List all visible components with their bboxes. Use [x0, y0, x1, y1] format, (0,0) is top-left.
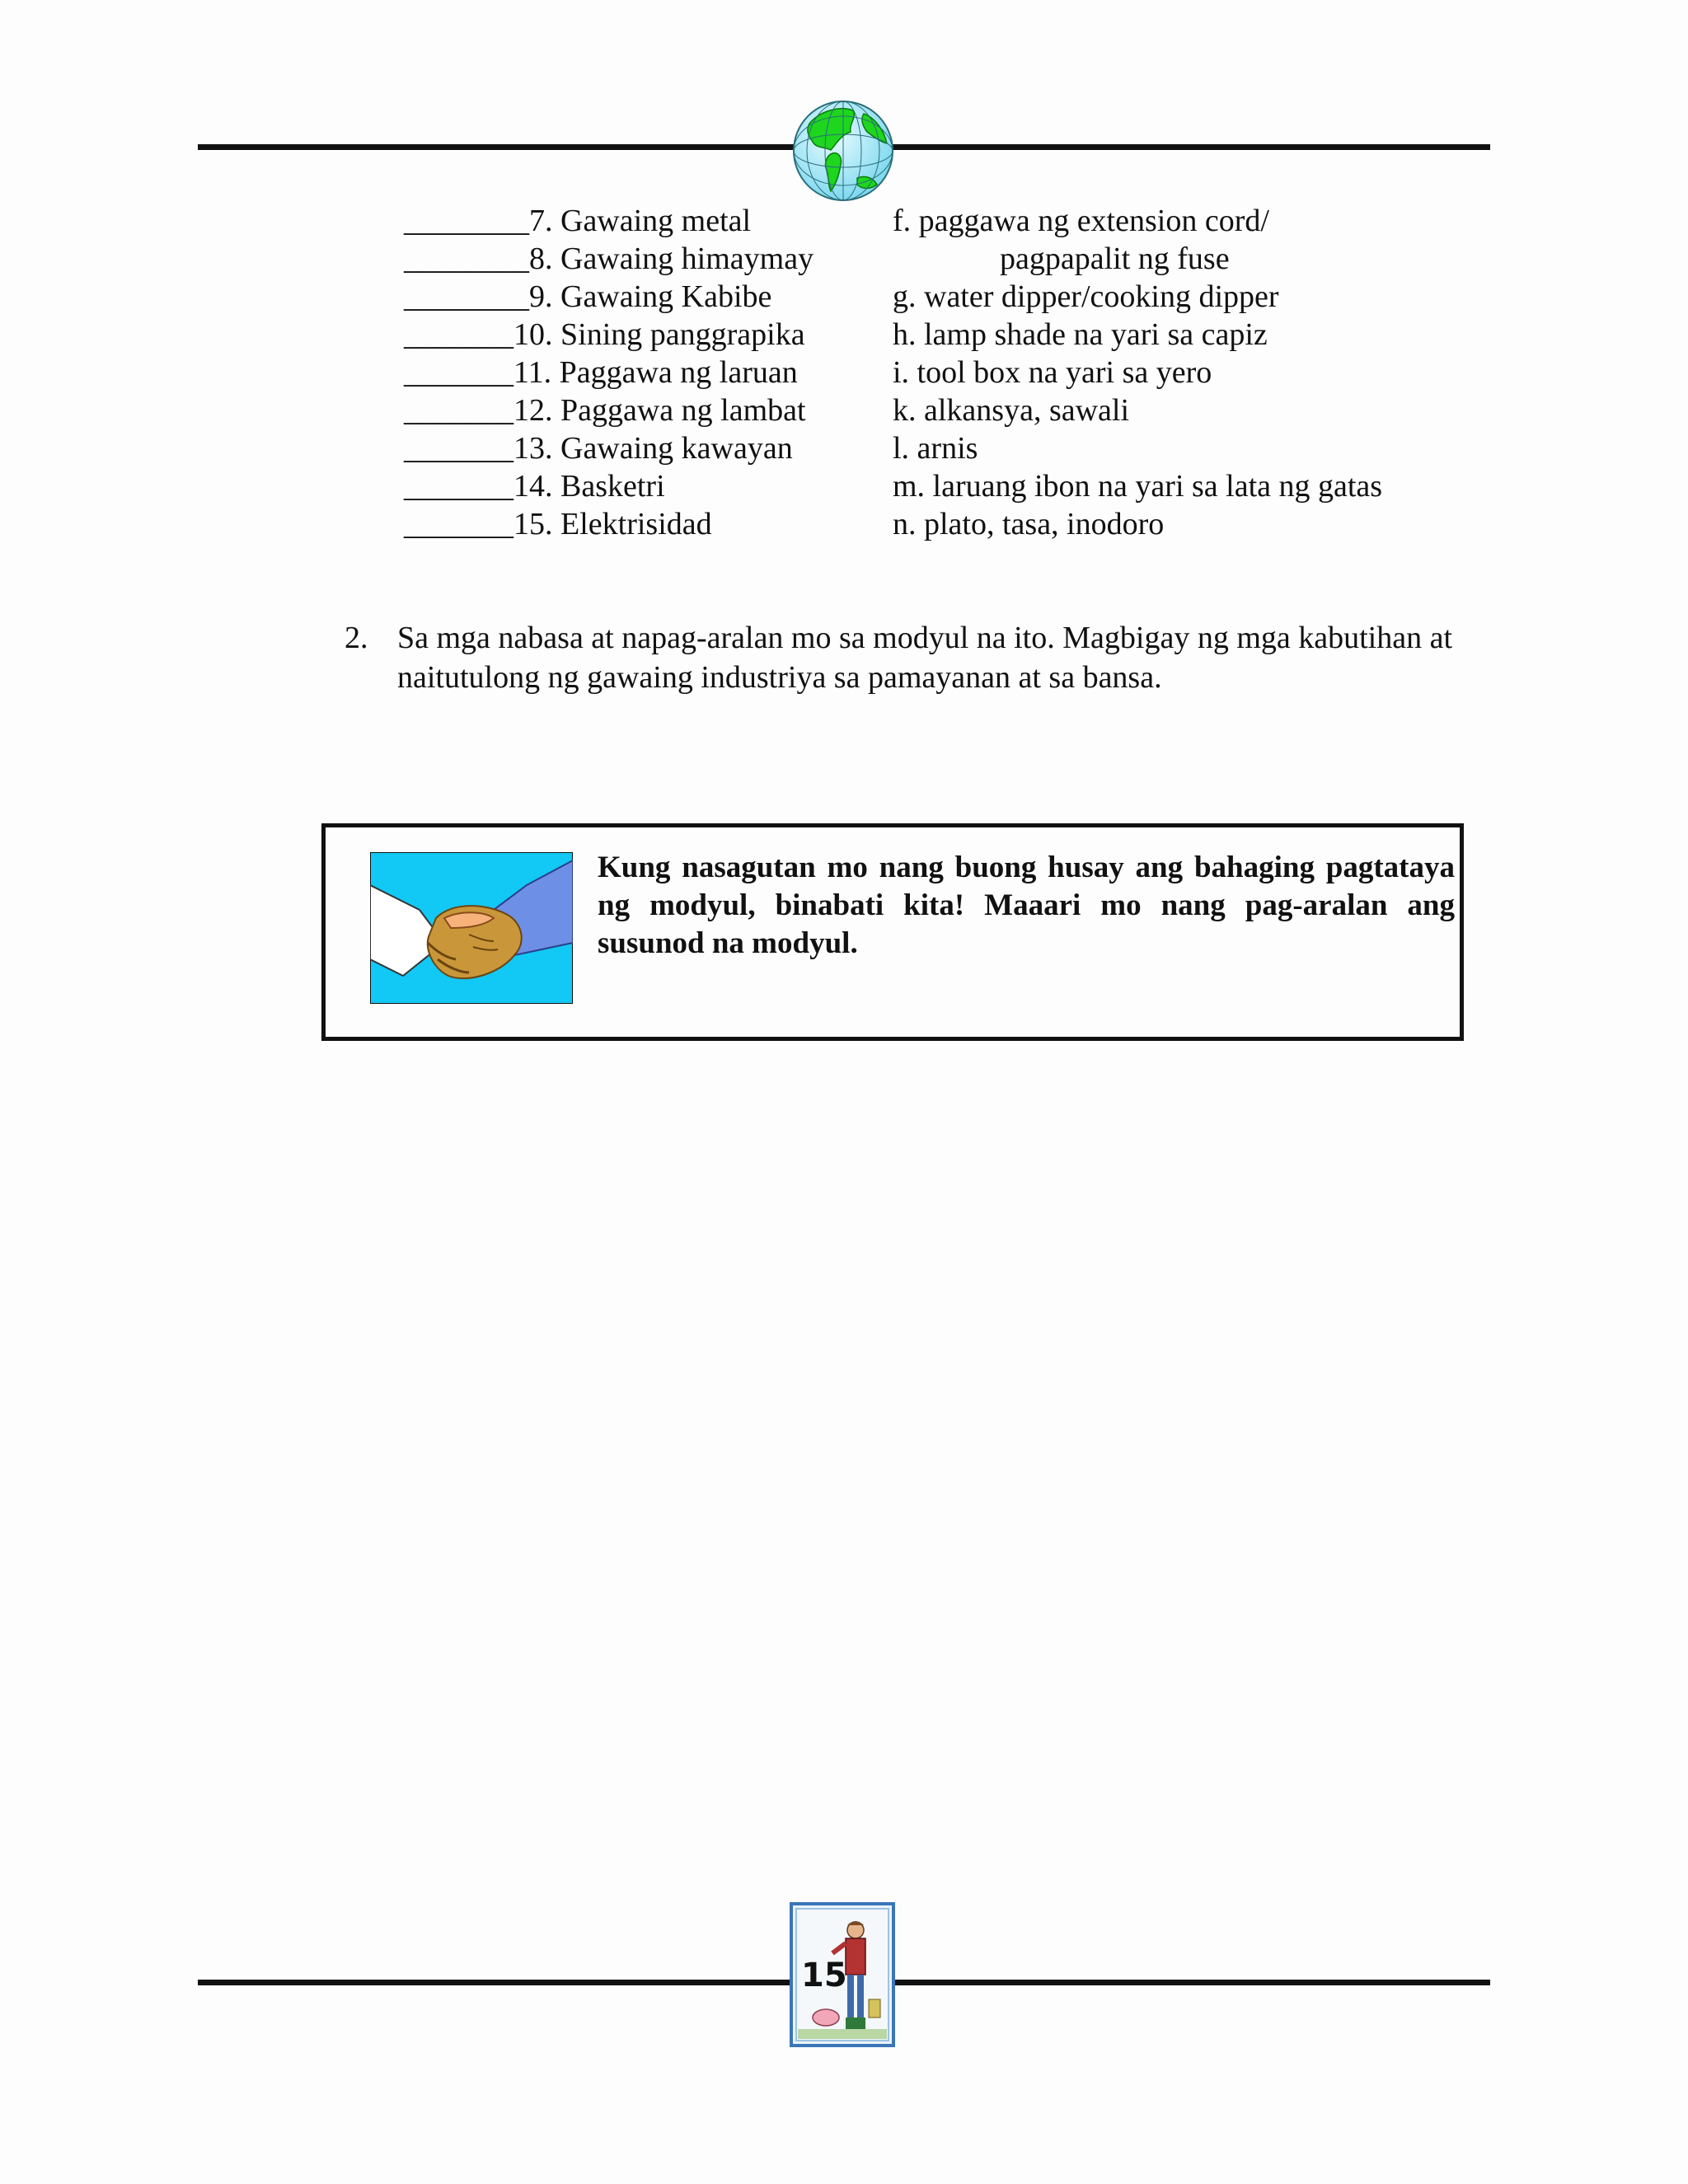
congrats-box [321, 823, 1464, 1041]
item-label: 15. Elektrisidad [513, 507, 712, 541]
left-item [404, 467, 665, 505]
answer-blank[interactable]: _______ [404, 507, 513, 541]
item-label: 10. Sining panggrapika [513, 317, 805, 352]
right-item: g. water dipper/cooking dipper [893, 279, 1279, 314]
right-item: n. plato, tasa, inodoro [893, 507, 1165, 541]
congrats-message: Kung nasagutan mo nang buong husay ang bahaging pagtataya ng modyul, binabati kita! Maaari mo nang pag-aralan ang susunod na modyul. [598, 851, 1455, 960]
globe-icon [791, 99, 895, 203]
right-item: f. paggawa ng extension cord/ [893, 204, 1269, 238]
item-label: 11. Paggawa ng laruan [513, 355, 798, 390]
left-item [404, 202, 751, 240]
right-item: l. arnis [893, 431, 978, 466]
footer-rule-left [198, 1980, 795, 1985]
right-item-continued: pagpapalit ng fuse [1000, 241, 1230, 276]
right-item: i. tool box na yari sa yero [893, 355, 1212, 390]
answer-blank[interactable]: _______ [404, 393, 513, 428]
answer-blank[interactable]: _______ [404, 317, 513, 352]
left-item [404, 240, 814, 278]
handshake-icon [370, 852, 573, 1004]
question-number: 2. [345, 621, 368, 655]
header-rule-right [889, 144, 1490, 150]
answer-blank[interactable]: _______ [404, 431, 513, 466]
answer-blank[interactable]: ________ [404, 279, 529, 314]
item-label: 14. Basketri [513, 469, 665, 504]
footer-rule-right [892, 1980, 1490, 1985]
answer-blank[interactable]: ________ [404, 241, 529, 276]
right-item: k. alkansya, sawali [893, 393, 1130, 428]
right-item: m. laruang ibon na yari sa lata ng gatas [893, 469, 1383, 504]
answer-blank[interactable]: _______ [404, 469, 513, 504]
left-item [404, 505, 712, 543]
item-label: 12. Paggawa ng lambat [513, 393, 806, 428]
page-number: 15 [801, 1957, 847, 1994]
item-label: 9. Gawaing Kabibe [529, 279, 772, 314]
header-rule-left [198, 144, 799, 150]
right-item: h. lamp shade na yari sa capiz [893, 317, 1268, 352]
item-label: 7. Gawaing metal [529, 204, 752, 238]
item-label: 8. Gawaing himaymay [529, 241, 814, 276]
left-item [404, 316, 805, 354]
left-item [404, 391, 806, 429]
left-item [404, 354, 798, 391]
left-item [404, 278, 771, 316]
answer-blank[interactable]: ________ [404, 204, 529, 238]
answer-blank[interactable]: _______ [404, 355, 513, 390]
item-label: 13. Gawaing kawayan [513, 431, 793, 466]
question-text: Sa mga nabasa at napag-aralan mo sa modyul na ito. Magbigay ng mga kabutihan at naitutulong ng gawaing industriya sa pamayanan at sa bansa. [397, 621, 1453, 695]
left-item [404, 429, 793, 467]
